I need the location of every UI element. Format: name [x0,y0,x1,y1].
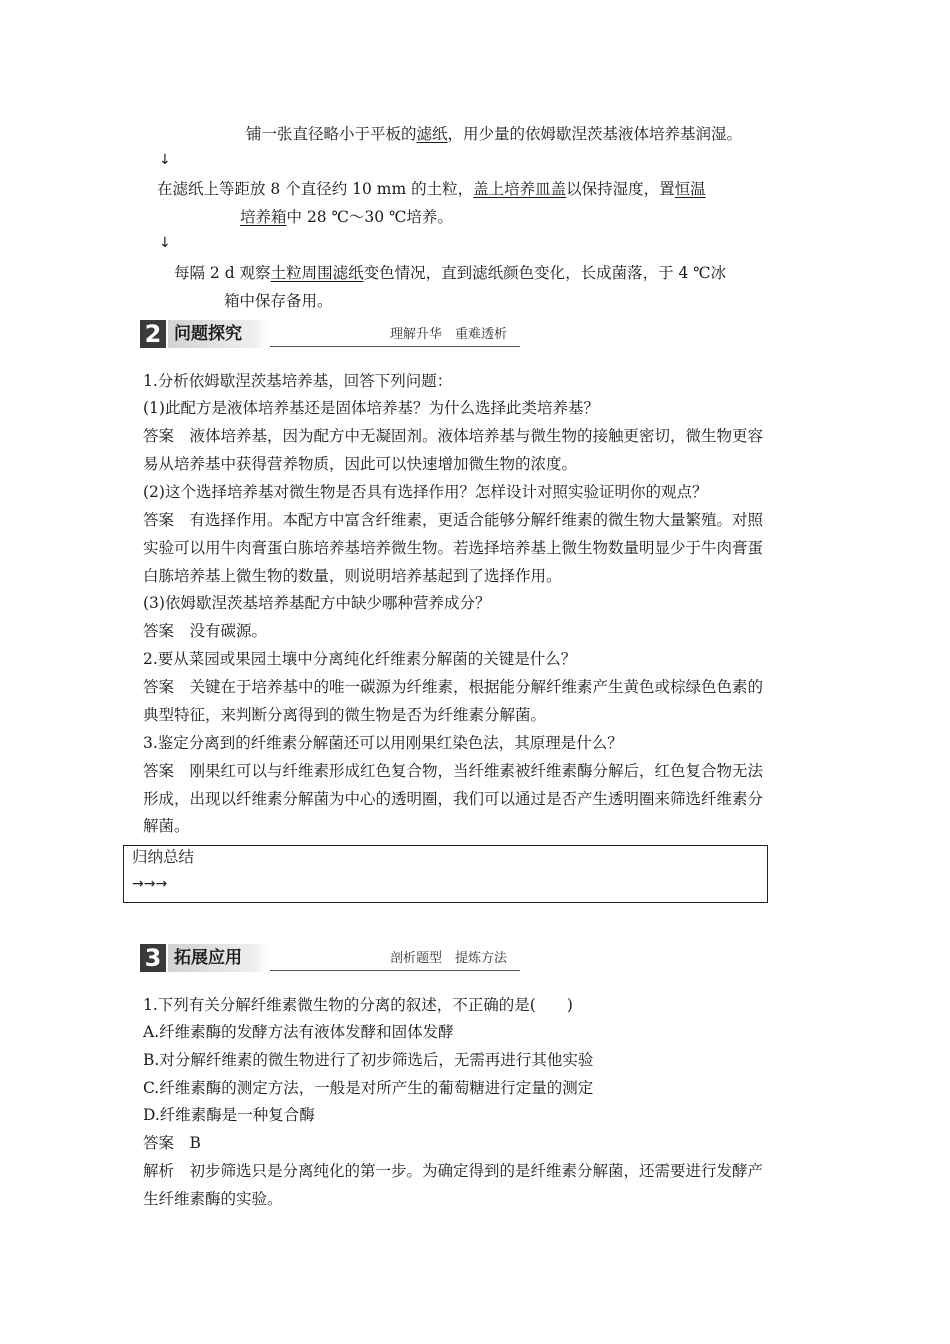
body3-line: 解析 初步筛选只是分离纯化的第一步。为确定得到的是纤维素分解菌，还需要进行发酵产 [143,1162,764,1180]
body2-line: 答案 有选择作用。本配方中富含纤维素，更适合能够分解纤维素的微生物大量繁殖。对照 [143,511,764,529]
body2-line: 白胨培养基上微生物的数量，则说明培养基起到了选择作用。 [143,567,562,585]
body3-line: 答案 B [143,1134,201,1152]
body2-line: 答案 没有碳源。 [143,622,268,640]
body3-line: A.纤维素酶的发酵方法有液体发酵和固体发酵 [143,1023,454,1041]
body2-line: 3.鉴定分离到的纤维素分解菌还可以用刚果红染色法，其原理是什么？ [143,734,623,752]
section-2-subtitle: 理解升华 重难透析 [390,327,508,342]
body3-line: 生纤维素酶的实验。 [143,1190,283,1208]
section-3-subtitle: 剖析题型 提炼方法 [390,951,508,966]
flow-step-2-text-end: 中 28 ℃～30 ℃培养。 [286,208,453,226]
body3-line: D.纤维素酶是一种复合酶 [143,1106,315,1124]
body2-line: 易从培养基中获得营养物质，因此可以快速增加微生物的浓度。 [143,455,578,473]
flow-arrow-1: ↓ [159,152,171,168]
flow-step-2-underlined-3: 培养箱 [240,208,287,226]
body3-line: B.对分解纤维素的微生物进行了初步筛选后，无需再进行其他实验 [143,1051,594,1069]
flow-step-2 [157,179,706,199]
summary-box [123,845,768,903]
flow-step-3-text: 每隔 2 d 观察 [174,264,271,282]
flow-step-1-underlined: 滤纸 [416,125,448,143]
body2-line: 答案 关键在于培养基中的唯一碳源为纤维素，根据能分解纤维素产生黄色或棕绿色色素的 [143,678,764,696]
body2-line: 典型特征，来判断分离得到的微生物是否为纤维素分解菌。 [143,706,547,724]
body2-line: (3)依姆歇涅茨基培养基配方中缺少哪种营养成分？ [143,594,491,612]
body2-line: 实验可以用牛肉膏蛋白胨培养基培养微生物。若选择培养基上微生物数量明显少于牛肉膏蛋 [143,539,764,557]
section-2-number: 2 [140,320,166,348]
summary-title: 归纳总结 [132,848,195,866]
section-3-header [140,944,520,974]
summary-arrows: →→→ [132,876,168,892]
flow-step-2-line2 [240,207,453,227]
section-2-title: 问题探究 [174,324,242,344]
section-2-header [140,320,520,350]
body2-line: 1.分析依姆歇涅茨基培养基，回答下列问题： [143,372,453,390]
section-3-rule [270,970,520,971]
body2-line: 形成，出现以纤维素分解菌为中心的透明圈，我们可以通过是否产生透明圈来筛选纤维素分 [143,790,764,808]
body2-line: 解菌。 [143,817,190,835]
section-3-number: 3 [140,944,166,972]
flow-step-2-underlined-1: 盖上培养皿盖 [473,180,567,198]
body3-line: 1.下列有关分解纤维素微生物的分离的叙述，不正确的是( ) [143,996,573,1014]
body2-line: 答案 刚果红可以与纤维素形成红色复合物，当纤维素被纤维素酶分解后，红色复合物无法 [143,762,764,780]
section-3-title: 拓展应用 [174,948,242,968]
flow-step-1-text-end: ，用少量的依姆歇涅茨基液体培养基润湿。 [447,125,743,143]
flow-step-1 [246,124,742,144]
flow-step-2-text: 在滤纸上等距放 8 个直径约 10 mm 的土粒， [157,180,474,198]
body2-line: 2.要从菜园或果园土壤中分离纯化纤维素分解菌的关键是什么？ [143,650,577,668]
body2-line: (1)此配方是液体培养基还是固体培养基？为什么选择此类培养基？ [143,399,599,417]
flow-step-3-underlined: 土粒周围滤纸 [270,264,364,282]
body2-line: 答案 液体培养基，因为配方中无凝固剂。液体培养基与微生物的接触更密切，微生物更容 [143,427,764,445]
flow-arrow-2: ↓ [159,235,171,251]
flow-step-3-text-end: 变色情况，直到滤纸颜色变化，长成菌落，于 4 ℃冰 [363,264,727,282]
body3-line: C.纤维素酶的测定方法，一般是对所产生的葡萄糖进行定量的测定 [143,1079,594,1097]
flow-step-2-underlined-2: 恒温 [674,180,706,198]
flow-step-3-line2: 箱中保存备用。 [224,292,333,310]
flow-step-1-text: 铺一张直径略小于平板的 [246,125,417,143]
body2-line: (2)这个选择培养基对微生物是否具有选择作用？怎样设计对照实验证明你的观点？ [143,483,708,501]
section-2-rule [270,346,520,347]
flow-step-2-text-mid: 以保持湿度，置 [566,180,675,198]
flow-step-3 [174,263,726,283]
